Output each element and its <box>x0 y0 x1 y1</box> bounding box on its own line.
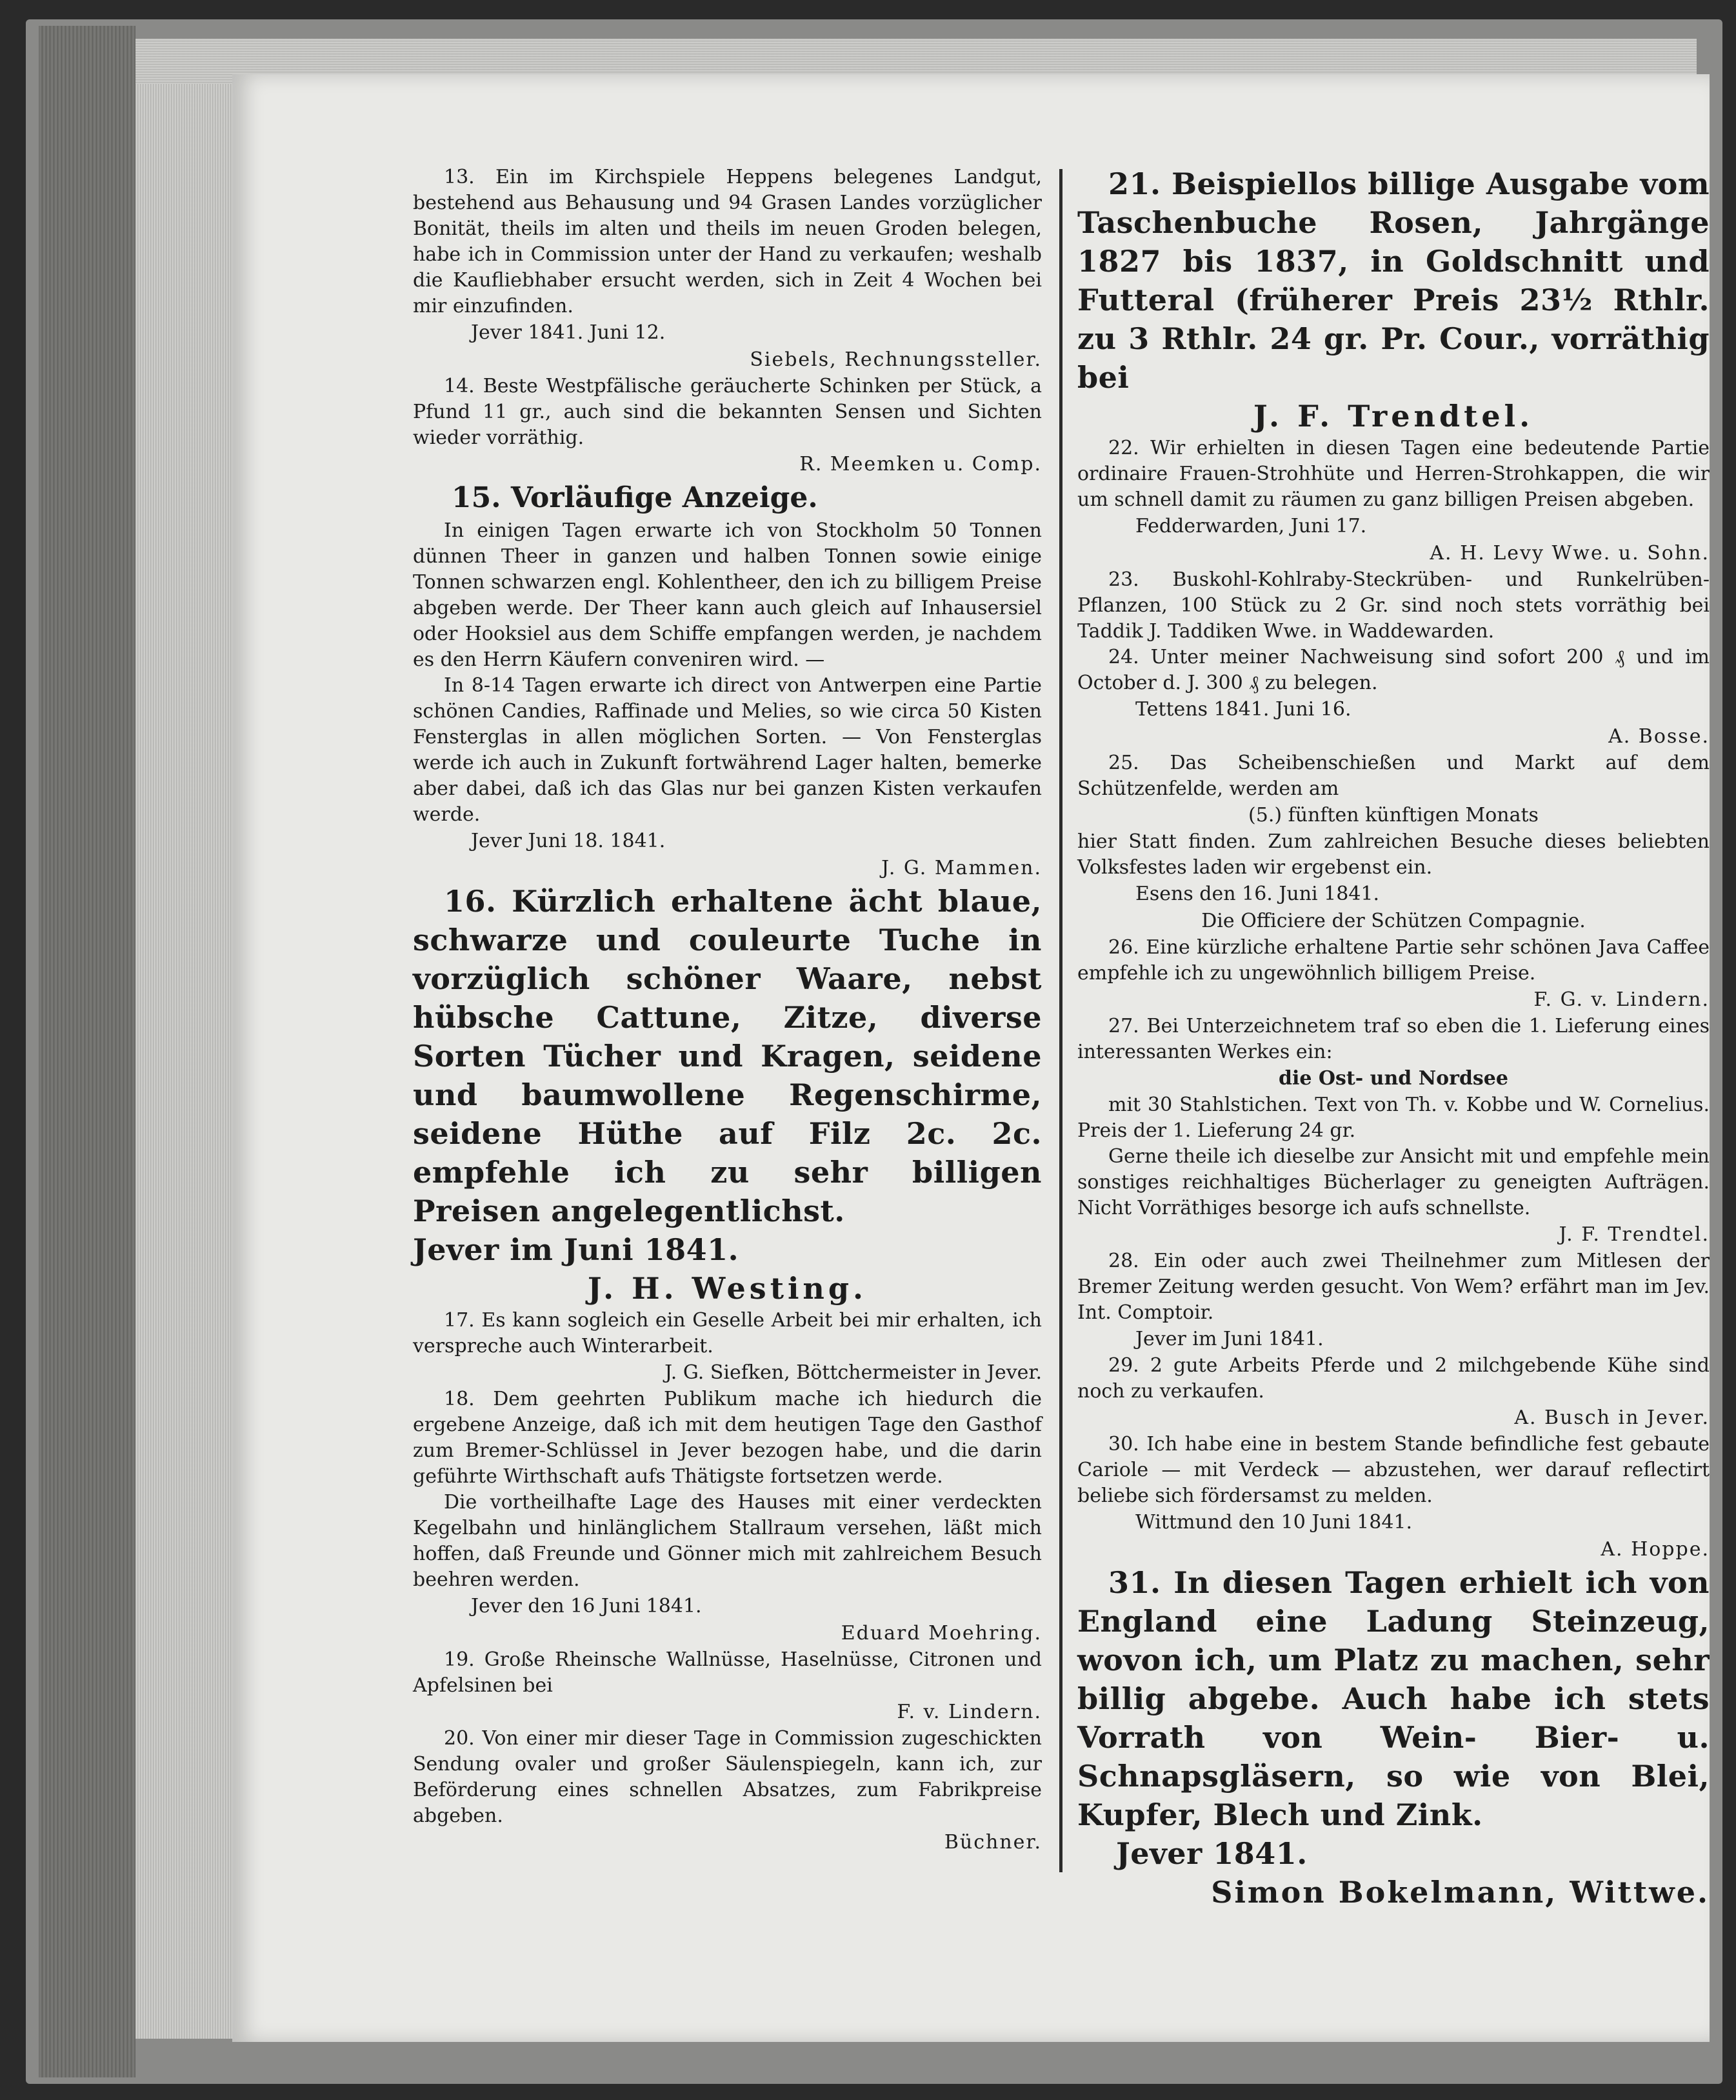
notice-signature: J. G. Mammen. <box>881 857 1042 879</box>
notice-text: 24. Unter meiner Nachweisung sind sofort 200 ₰ und im October d. J. 300 ₰ zu belegen. <box>1077 646 1710 694</box>
notice-signature: Büchner. <box>944 1831 1042 1854</box>
notice-signature: A. H. Levy Wwe. u. Sohn. <box>1430 542 1710 565</box>
notice-signature: J. H. Westing. <box>587 1271 868 1306</box>
notice-signature: Siebels, Rechnungssteller. <box>750 348 1042 371</box>
notice-text: 19. Große Rheinsche Wallnüsse, Haselnüsse, Citronen und Apfelsinen bei <box>413 1648 1042 1697</box>
notice-21 <box>1077 165 1710 435</box>
notice-text: 16. Kürzlich erhaltene ächt blaue, schwarze und couleurte Tuche in vorzüglich schöner Waare, nebst hübsche Cattune, Zitze, diverse Sorten Tücher und Kragen, seidene und baumwollene Regenschirme, seidene Hüthe auf Filz 2c. 2c. empfehle ich zu sehr billigen Preisen angelegentlichst. <box>413 884 1042 1228</box>
notice-signature: Simon Bokelmann, Wittwe. <box>1211 1875 1710 1910</box>
notice-text: 20. Von einer mir dieser Tage in Commission zugeschickten Sendung ovaler und großer Säulenspiegeln, kann ich, zur Beförderung eines schnellen Absatzes, zum Fabrikpreise abgeben. <box>413 1727 1042 1827</box>
notice-date-line: (5.) fünften künftigen Monats <box>1248 804 1539 826</box>
notice-date: Jever 1841. <box>1116 1836 1308 1871</box>
notice-text: 25. Das Scheibenschießen und Markt auf dem Schützenfelde, werden am <box>1077 752 1710 800</box>
notice-16 <box>413 882 1042 1308</box>
notice-signature: J. G. Siefken, Böttchermeister in Jever. <box>664 1361 1042 1384</box>
notice-23 <box>1077 567 1710 645</box>
notice-signature: Eduard Moehring. <box>841 1622 1042 1645</box>
notice-18 <box>413 1386 1042 1647</box>
notice-signature: Die Officiere der Schützen Compagnie. <box>1201 910 1586 932</box>
notice-text: 14. Beste Westpfälische geräucherte Schinken per Stück, a Pfund 11 gr., auch sind die bekannten Sensen und Sichten wieder vorräthig. <box>413 375 1042 449</box>
notice-text: In einigen Tagen erwarte ich von Stockholm 50 Tonnen dünnen Theer in ganzen und halben Tonnen sowie einige Tonnen schwarzen engl. Kohlentheer, den ich zu billigem Preise abgeben werde. Der Theer kann auch gleich auf Inhausersiel oder Hooksiel aus dem Schiffe empfangen werden, je nachdem es den Herrn Käufern conveniren wird. — <box>413 519 1042 671</box>
notice-date: Fedderwarden, Juni 17. <box>1135 515 1367 537</box>
notice-text: hier Statt finden. Zum zahlreichen Besuche dieses beliebten Volksfestes laden wir ergebenst ein. <box>1077 830 1710 879</box>
notice-text: Die vortheilhafte Lage des Hauses mit einer verdeckten Kegelbahn und hinlänglichem Stallraum versehen, läßt mich hoffen, daß Freunde und Gönner mich mit zahlreichem Besuch beehren werden. <box>413 1491 1042 1591</box>
notice-text: 23. Buskohl-Kohlraby-Steckrüben- und Runkelrüben-Pflanzen, 100 Stück zu 2 Gr. sind noch stets vorräthig bei Taddik J. Taddiken Wwe. in Waddewarden. <box>1077 568 1710 643</box>
notice-signature: J. F. Trendtel. <box>1559 1223 1710 1246</box>
notice-text: 28. Ein oder auch zwei Theilnehmer zum Mitlesen der Bremer Zeitung werden gesucht. Von Wem? erfährt man im Jev. Int. Comptoir. <box>1077 1250 1710 1324</box>
notice-text: 18. Dem geehrten Publikum mache ich hiedurch die ergebene Anzeige, daß ich mit dem heutigen Tage den Gasthof zum Bremer-Schlüssel in Jever bezogen habe, und die darin geführte Wirthschaft aufs Thätigste fortsetzen werde. <box>413 1388 1042 1488</box>
notice-text: 26. Eine kürzliche erhaltene Partie sehr schönen Java Caffee empfehle ich zu ungewöhnlich billigem Preise. <box>1077 936 1710 985</box>
notice-signature: A. Busch in Jever. <box>1514 1406 1710 1429</box>
notice-14 <box>413 374 1042 478</box>
notice-date: Jever 1841. Juni 12. <box>471 321 666 344</box>
left-column <box>413 165 1042 1856</box>
notice-text: Gerne theile ich dieselbe zur Ansicht mit und empfehle mein sonstiges reichhaltiges Bücherlager zu geneigten Aufträgen. Nicht Vorräthiges besorge ich aufs schnellste. <box>1077 1145 1710 1219</box>
notice-signature: J. F. Trendtel. <box>1253 399 1534 434</box>
notice-15 <box>413 479 1042 882</box>
notice-text: 22. Wir erhielten in diesen Tagen eine bedeutende Partie ordinaire Frauen-Strohhüte und Herren-Strohkappen, die wir um schnell damit zu räumen zu ganz billigen Preisen abgeben. <box>1077 437 1710 511</box>
notice-22 <box>1077 435 1710 567</box>
notice-19 <box>413 1647 1042 1726</box>
notice-24 <box>1077 645 1710 750</box>
notice-signature: A. Bosse. <box>1608 725 1710 748</box>
notice-text: mit 30 Stahlstichen. Text von Th. v. Kobbe und W. Cornelius. Preis der 1. Lieferung 24 gr. <box>1077 1094 1710 1142</box>
notice-text: 29. 2 gute Arbeits Pferde und 2 milchgebende Kühe sind noch zu verkaufen. <box>1077 1354 1710 1403</box>
right-column <box>1077 165 1710 1912</box>
notice-date: Wittmund den 10 Juni 1841. <box>1135 1511 1413 1534</box>
notice-signature: F. G. v. Lindern. <box>1533 988 1710 1011</box>
notice-text: 31. In diesen Tagen erhielt ich von England eine Ladung Steinzeug, wovon ich, um Platz zu machen, sehr billig abgebe. Auch habe ich stets Vorrath von Wein- Bier- u. Schnapsgläsern, so wie von Blei, Kupfer, Blech und Zink. <box>1077 1565 1710 1832</box>
notice-signature: R. Meemken u. Comp. <box>799 453 1042 475</box>
notice-30 <box>1077 1432 1710 1563</box>
page-edges <box>135 52 232 2039</box>
column-divider <box>1059 169 1063 1872</box>
notice-heading: 15. Vorläufige Anzeige. <box>452 481 818 514</box>
notice-text: 17. Es kann sogleich ein Geselle Arbeit bei mir erhalten, ich verspreche auch Winterarbeit. <box>413 1309 1042 1357</box>
notice-17 <box>413 1308 1042 1386</box>
notice-29 <box>1077 1353 1710 1432</box>
notice-text: 30. Ich habe eine in bestem Stande befindliche fest gebaute Cariole — mit Verdeck — abzustehen, wer darauf reflectirt beliebe sich fördersamst zu melden. <box>1077 1433 1710 1507</box>
notice-20 <box>413 1726 1042 1856</box>
notice-date: Jever den 16 Juni 1841. <box>471 1595 702 1617</box>
notice-28 <box>1077 1248 1710 1353</box>
notice-13 <box>413 165 1042 374</box>
notice-date: Jever im Juni 1841. <box>1135 1328 1324 1350</box>
notice-signature: A. Hoppe. <box>1601 1538 1710 1561</box>
notice-text: 27. Bei Unterzeichnetem traf so eben die 1. Lieferung eines interessanten Werkes ein: <box>1077 1015 1710 1063</box>
notice-date: Jever im Juni 1841. <box>413 1232 739 1267</box>
notice-25 <box>1077 750 1710 935</box>
notice-date: Jever Juni 18. 1841. <box>471 830 666 852</box>
notice-signature: F. v. Lindern. <box>897 1701 1042 1723</box>
book-spine <box>39 26 135 2077</box>
notice-date: Esens den 16. Juni 1841. <box>1135 883 1380 905</box>
notice-text: 13. Ein im Kirchspiele Heppens belegenes Landgut, bestehend aus Behausung und 94 Grasen Landes vorzüglicher Bonität, theils im alten und theils im neuen Groden belegen, habe ich in Commission unter der Hand zu verkaufen; weshalb die Kaufliebhaber ersucht werden, sich in Zeit 4 Wochen bei mir einzufinden. <box>413 166 1042 317</box>
notice-31 <box>1077 1563 1710 1912</box>
notice-27 <box>1077 1014 1710 1248</box>
notice-26 <box>1077 935 1710 1014</box>
notice-date: Tettens 1841. Juni 16. <box>1135 698 1352 721</box>
notice-text: In 8-14 Tagen erwarte ich direct von Antwerpen eine Partie schönen Candies, Raffinade und Melies, so wie circa 50 Kisten Fensterglas in allen möglichen Sorten. — Von Fensterglas werde ich auch in Zukunft fortwährend Lager halten, bemerke aber dabei, daß ich das Glas nur bei ganzen Kisten verkaufen werde. <box>413 674 1042 826</box>
notice-text: 21. Beispiellos billige Ausgabe vom Taschenbuche Rosen, Jahrgänge 1827 bis 1837, in Goldschnitt und Futteral (früherer Preis 23½ Rthlr. zu 3 Rthlr. 24 gr. Pr. Cour., vorräthig bei <box>1077 166 1710 395</box>
book-title: die Ost- und Nordsee <box>1278 1067 1508 1090</box>
